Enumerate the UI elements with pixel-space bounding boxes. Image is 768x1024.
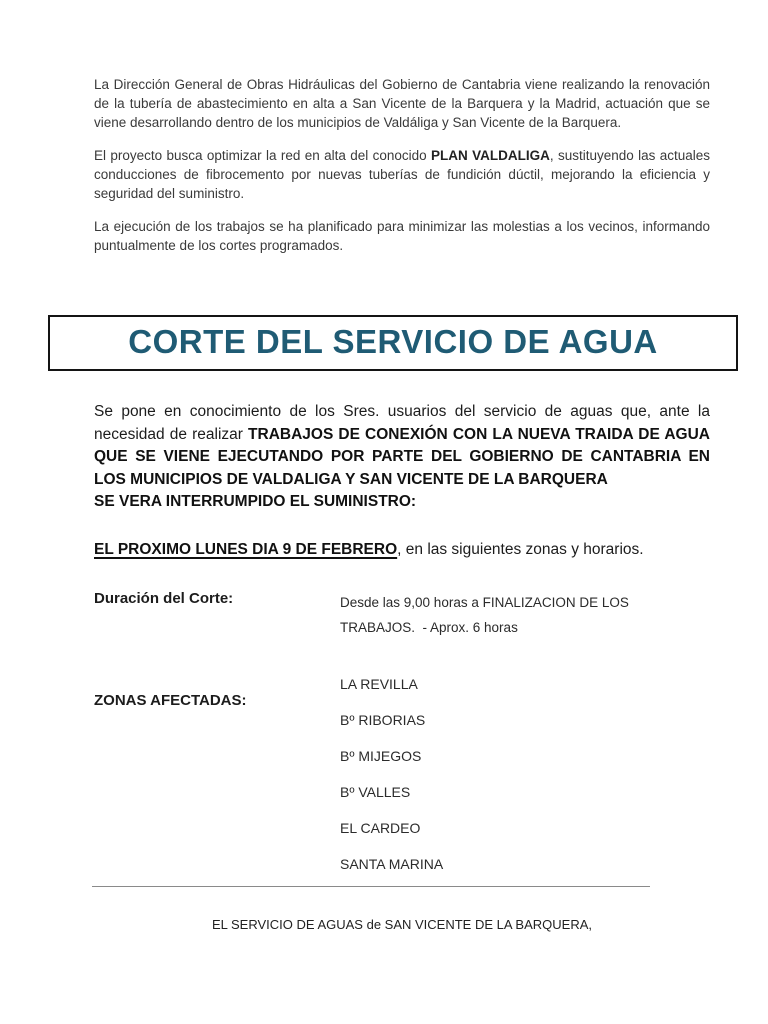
date-rest-text: , en las siguientes zonas y horarios. <box>397 540 644 558</box>
intro-paragraph-2-end: , sustituyendo las actuales conducciones de fibrocemento por nuevas tuberías de fundición dúctil, mejorando la eficiencia y seguridad del suministro. <box>94 148 711 201</box>
duration-row <box>94 590 710 640</box>
notice-paragraph <box>94 401 710 491</box>
zone-item: EL CARDEO <box>340 819 421 836</box>
intro-paragraph-1-text: La Dirección General de Obras Hidráulicas del Gobierno de Cantabria viene realizando la renovación de la tubería de abastecimiento en alta a San Vicente de la Barquera y la Madrid, actuación que se viene desarrollando dentro de los municipios de Valdáliga y San Vicente de la Barquera. <box>94 77 710 130</box>
duration-value: Desde las 9,00 horas a FINALIZACION DE LOS TRABAJOS. - Aprox. 6 horas <box>340 594 633 635</box>
zone-item: SANTA MARINA <box>340 855 444 872</box>
date-bold-underlined: EL PROXIMO LUNES DIA 9 DE FEBRERO <box>94 540 398 558</box>
plan-valdaliga-bold-text: PLAN VALDALIGA <box>430 148 550 163</box>
zone-item: Bº VALLES <box>340 783 411 800</box>
zone-item: Bº MIJEGOS <box>340 747 422 764</box>
intro-paragraph-3-text: La ejecución de los trabajos se ha planificado para minimizar las molestias a los vecinos, informando puntualmente de los cortes programados. <box>94 219 710 253</box>
zone-item: LA REVILLA <box>340 675 418 692</box>
notice-intro-regular: Se pone en conocimiento de los Sres. usuarios del servicio de aguas que, ante la necesidad de realizar <box>94 403 710 443</box>
duration-label: Duración del Corte: <box>94 589 234 607</box>
intro-paragraph-2 <box>94 146 710 203</box>
zone-item: Bº RIBORIAS <box>340 711 426 728</box>
interruption-line: SE VERA INTERRUMPIDO EL SUMINISTRO: <box>94 493 417 510</box>
footer-signature: EL SERVICIO DE AGUAS de SAN VICENTE DE LA BARQUERA, <box>211 916 592 932</box>
zones-list <box>340 666 443 882</box>
intro-paragraph-3 <box>94 217 710 255</box>
banner-box <box>48 315 738 371</box>
zones-row <box>94 666 710 882</box>
horizontal-divider <box>92 886 650 887</box>
intro-paragraph-1 <box>94 75 710 132</box>
notice-intro-bold: TRABAJOS DE CONEXIÓN CON LA NUEVA TRAIDA DE AGUA QUE SE VIENE EJECUTANDO POR PARTE DEL GOBIERNO DE CANTABRIA EN LOS MUNICIPIOS DE VALDALIGA Y SAN VICENTE DE LA BARQUERA <box>94 425 710 488</box>
intro-paragraph-2-start: El proyecto busca optimizar la red en alta del conocido <box>94 148 431 163</box>
zones-label: ZONAS AFECTADAS: <box>94 691 247 709</box>
banner-title: CORTE DEL SERVICIO DE AGUA <box>128 323 658 360</box>
date-paragraph <box>94 538 710 562</box>
